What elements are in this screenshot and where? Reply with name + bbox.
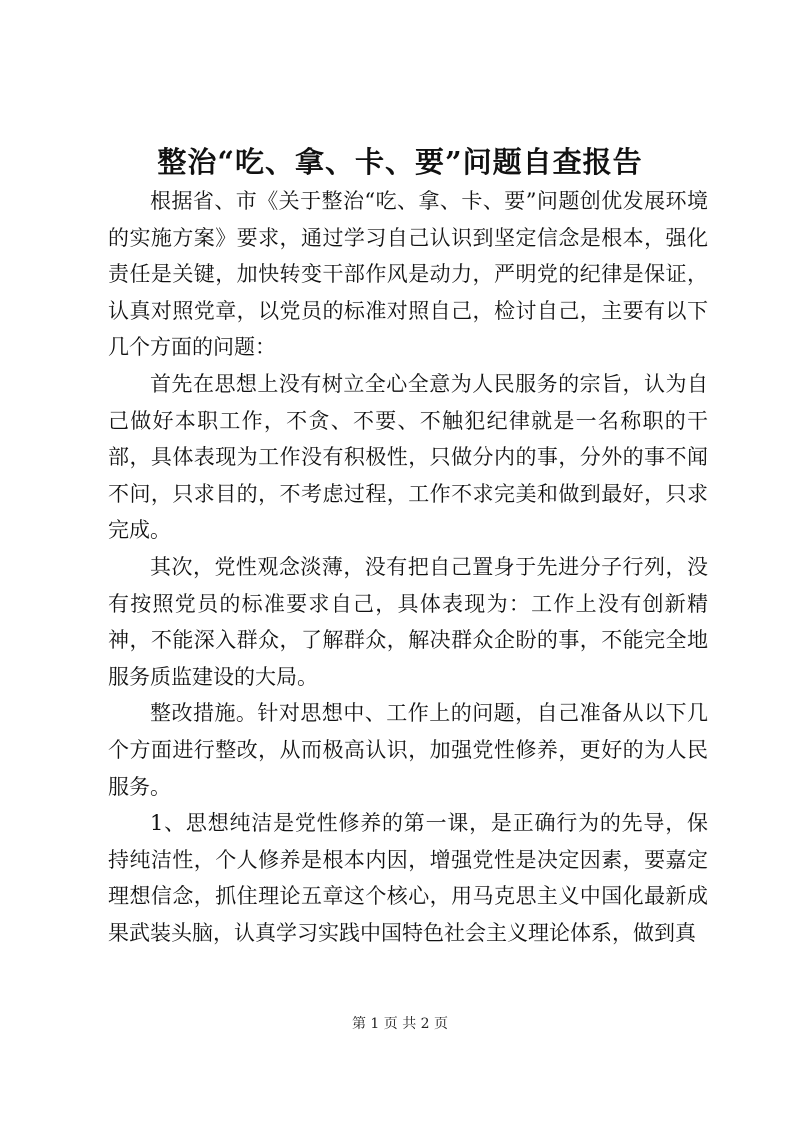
paragraph-measure-1: 1、思想纯洁是党性修养的第一课，是正确行为的先导，保持纯洁性，个人修养是根本内因，增强党性是决定因素，要嘉定理想信念，抓住理论五章这个核心，用马克思主义中国化最新成果武装头脑，认真学习实践中国特色社会主义理论体系，做到真: [108, 811, 708, 945]
paragraph-second-issue: 其次，党性观念淡薄，没有把自己置身于先进分子行列，没有按照党员的标准要求自己，具体表现为：工作上没有创新精神，不能深入群众，了解群众，解决群众企盼的事，不能完全地服务质监建设的大局。: [108, 554, 708, 689]
paragraph-rectification: 整改措施。针对思想中、工作上的问题，自己准备从以下几个方面进行整改，从而极高认识，加强党性修养，更好的为人民服务。: [108, 701, 708, 799]
document-body: [108, 183, 708, 951]
page-number-footer: 第 1 页 共 2 页: [351, 1016, 449, 1032]
document-title: 整治“吃、拿、卡、要”问题自查报告: [157, 145, 643, 179]
paragraph-first-issue: 首先在思想上没有树立全心全意为人民服务的宗旨，认为自己做好本职工作，不贪、不要、不触犯纪律就是一名称职的干部，具体表现为工作没有积极性，只做分内的事，分外的事不闻不问，只求目的，不考虑过程，工作不求完美和做到最好，只求完成。: [108, 371, 708, 543]
paragraph-intro: 根据省、市《关于整治“吃、拿、卡、要”问题创优发展环境的实施方案》要求，通过学习自己认识到坚定信念是根本，强化责任是关键，加快转变干部作风是动力，严明党的纪律是保证，认真对照党章，以党员的标准对照自己，检讨自己，主要有以下几个方面的问题：: [108, 189, 708, 360]
